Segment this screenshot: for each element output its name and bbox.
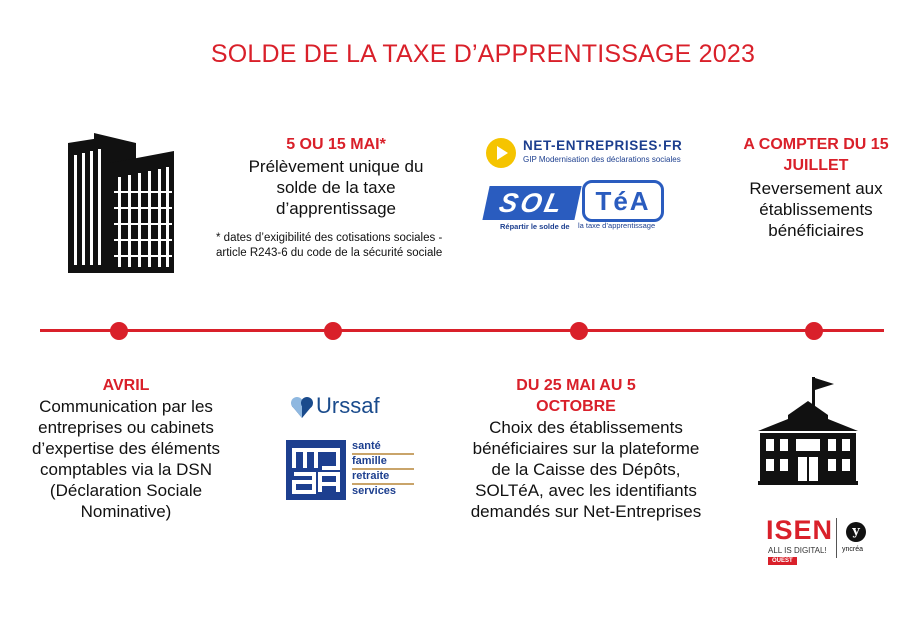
soltea-tea: TéA (582, 180, 664, 222)
page-title: SOLDE DE LA TAXE D’APPRENTISSAGE 2023 (210, 40, 756, 68)
school-icon (758, 375, 858, 485)
play-icon (486, 138, 516, 168)
timeline-line (40, 329, 884, 332)
msa-line-services: services (352, 485, 397, 497)
soltea-logo (486, 180, 672, 234)
urssaf-logo (290, 394, 410, 420)
building-icon (66, 133, 176, 273)
step-mai-note: * dates d’exigibilité des cotisations sociales - article R243-6 du code de la sécurité sociale (216, 232, 443, 259)
soltea-tagline-left: Répartir le solde de (500, 222, 570, 231)
isen-tagline: ALL IS DIGITAL! (768, 546, 827, 555)
isen-name: ISEN (766, 515, 834, 545)
step-octobre-text: Choix des établissements bénéficiaires sur la plateforme de la Caisse des Dépôts, SOLTéA, avec les identifiants demandés sur Net-Entreprises (470, 418, 702, 521)
isen-logo (766, 516, 876, 566)
step-octobre-date: DU 25 MAI AU 5 OCTOBRE (516, 377, 636, 415)
timeline-dot (324, 322, 342, 340)
msa-logo (286, 440, 416, 500)
yncrea-icon: y (846, 522, 866, 542)
msa-line-retraite: retraite (352, 470, 414, 485)
net-entreprises-logo (486, 138, 686, 168)
isen-divider (836, 518, 837, 558)
urssaf-heart-icon (290, 395, 314, 419)
timeline-dot (110, 322, 128, 340)
step-mai-text: Prélèvement unique du solde de la taxe d’apprentissage (248, 157, 424, 218)
step-avril-date: AVRIL (102, 377, 150, 394)
net-entreprises-name: NET-ENTREPRISES·FR (523, 138, 683, 153)
step-juillet-text: Reversement aux établissements bénéficiaires (749, 179, 883, 240)
msa-mark (286, 440, 346, 500)
step-avril-text: Communication par les entreprises ou cabinets d’expertise des éléments comptables via la DSN (Déclaration Sociale Nominative) (31, 397, 221, 521)
msa-line-famille: famille (352, 455, 414, 470)
net-entreprises-tagline: GIP Modernisation des déclarations sociales (523, 155, 681, 164)
isen-sub: OUEST (768, 557, 797, 565)
timeline-dot (570, 322, 588, 340)
yncrea-name: yncréa (842, 546, 864, 553)
soltea-tagline-right: la taxe d’apprentissage (578, 221, 656, 230)
soltea-sol: SOL (482, 186, 581, 220)
msa-line-sante: santé (352, 440, 414, 455)
urssaf-name: Urssaf (316, 393, 380, 418)
step-juillet-date: A COMPTER DU 15 JUILLET (743, 136, 889, 174)
step-mai-date: 5 OU 15 MAI* (286, 136, 386, 153)
timeline-dot (805, 322, 823, 340)
